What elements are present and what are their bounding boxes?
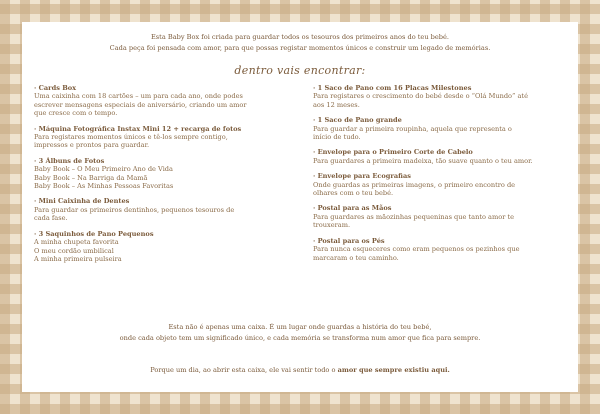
list-item: [34, 157, 284, 191]
item-desc: impressos e prontos para guardar.: [34, 141, 150, 150]
item-title: · 3 Saquinhos de Pano Pequenos: [34, 229, 154, 238]
item-title: · Cards Box: [34, 84, 77, 92]
item-desc: Para nunca esqueceres como eram pequenos os pezinhos que: [313, 245, 520, 254]
item-desc: olhares com o teu bebé.: [313, 189, 394, 198]
item-desc: Para guardares a primeira madeixa, tão suave quanto o teu amor.: [313, 156, 533, 165]
item-title: · 1 Saco de Pano com 16 Placas Milestones: [313, 84, 472, 92]
item-title: · Postal para as Mãos: [313, 204, 392, 213]
item-desc: Para guardar a primeira roupinha, aquela que representa o: [313, 124, 512, 133]
item-desc: trouxeram.: [313, 221, 351, 230]
item-desc: Para guardares as mãozinhas pequeninas que tanto amor te: [313, 212, 515, 221]
item-desc: Onde guardas as primeiras imagens, o primeiro encontro de: [313, 180, 516, 189]
item-desc: Para registares momentos únicos e tê-los sempre contigo,: [34, 133, 228, 142]
item-title: · 1 Saco de Pano grande: [313, 116, 402, 125]
content-card: [22, 22, 578, 392]
item-desc: aos 12 meses.: [313, 100, 360, 109]
item-desc: Uma caixinha com 18 cartões – um para cada ano, onde podes: [34, 92, 243, 101]
final-line: [22, 365, 578, 375]
item-title: · Envelope para o Primeiro Corte de Cabelo: [313, 148, 473, 157]
item-desc: Baby Book – As Minhas Pessoas Favoritas: [34, 182, 174, 191]
left-column: [34, 84, 284, 270]
list-item: [34, 125, 284, 150]
list-item: [313, 84, 563, 109]
final-emphasis: amor que sempre existiu aqui.: [337, 366, 450, 374]
item-desc: início de tudo.: [313, 133, 361, 142]
item-desc: A minha primeira pulseira: [34, 254, 122, 263]
item-desc: Para guardar os primeiros dentinhos, pequenos tesouros de: [34, 205, 235, 214]
intro-line: Esta Baby Box foi criada para guardar todos os tesouros dos primeiros anos do teu bebé.: [150, 33, 449, 41]
section-heading: dentro vais encontrar:: [234, 64, 366, 77]
item-title: · Postal para os Pés: [313, 236, 385, 245]
item-desc: cada fase.: [34, 214, 68, 223]
list-item: [313, 172, 563, 197]
closing-line: onde cada objeto tem um significado único, e cada memória se transforma num amor que fica para sempre.: [119, 334, 481, 342]
item-title: · 3 Álbuns de Fotos: [34, 156, 105, 165]
list-item: [313, 204, 563, 229]
list-item: [313, 116, 563, 141]
item-desc: Baby Book – Na Barriga da Mamã: [34, 173, 148, 182]
item-title: · Máquina Fotográfica Instax Mini 12 + recarga de fotos: [34, 124, 242, 133]
list-item: [34, 84, 284, 118]
closing-text: [22, 322, 578, 344]
intro-line: Cada peça foi pensada com amor, para que possas registar momentos únicos e construir um legado de memórias.: [109, 44, 491, 52]
final-text: Porque um dia, ao abrir esta caixa, ele vai sentir todo o: [150, 366, 338, 374]
list-item: [34, 197, 284, 222]
list-item: [313, 237, 563, 262]
item-title: · Mini Caixinha de Dentes: [34, 197, 130, 206]
item-desc: Baby Book – O Meu Primeiro Ano de Vida: [34, 165, 173, 174]
intro-text: [22, 32, 578, 54]
item-desc: Para registares o crescimento do bebé desde o “Olá Mundo” até: [313, 92, 528, 101]
list-item: [313, 148, 563, 165]
closing-line: Esta não é apenas uma caixa. É um lugar onde guardas a história do teu bebé,: [168, 323, 432, 331]
item-desc: escrever mensagens especiais de aniversário, criando um amor: [34, 100, 247, 109]
list-item: [34, 230, 284, 264]
item-desc: marcaram o teu caminho.: [313, 253, 399, 262]
right-column: [313, 84, 563, 269]
item-desc: A minha chupeta favorita: [34, 238, 119, 247]
item-desc: que cresce com o tempo.: [34, 109, 118, 118]
item-title: · Envelope para Ecografias: [313, 172, 411, 181]
item-desc: O meu cordão umbilical: [34, 246, 114, 255]
